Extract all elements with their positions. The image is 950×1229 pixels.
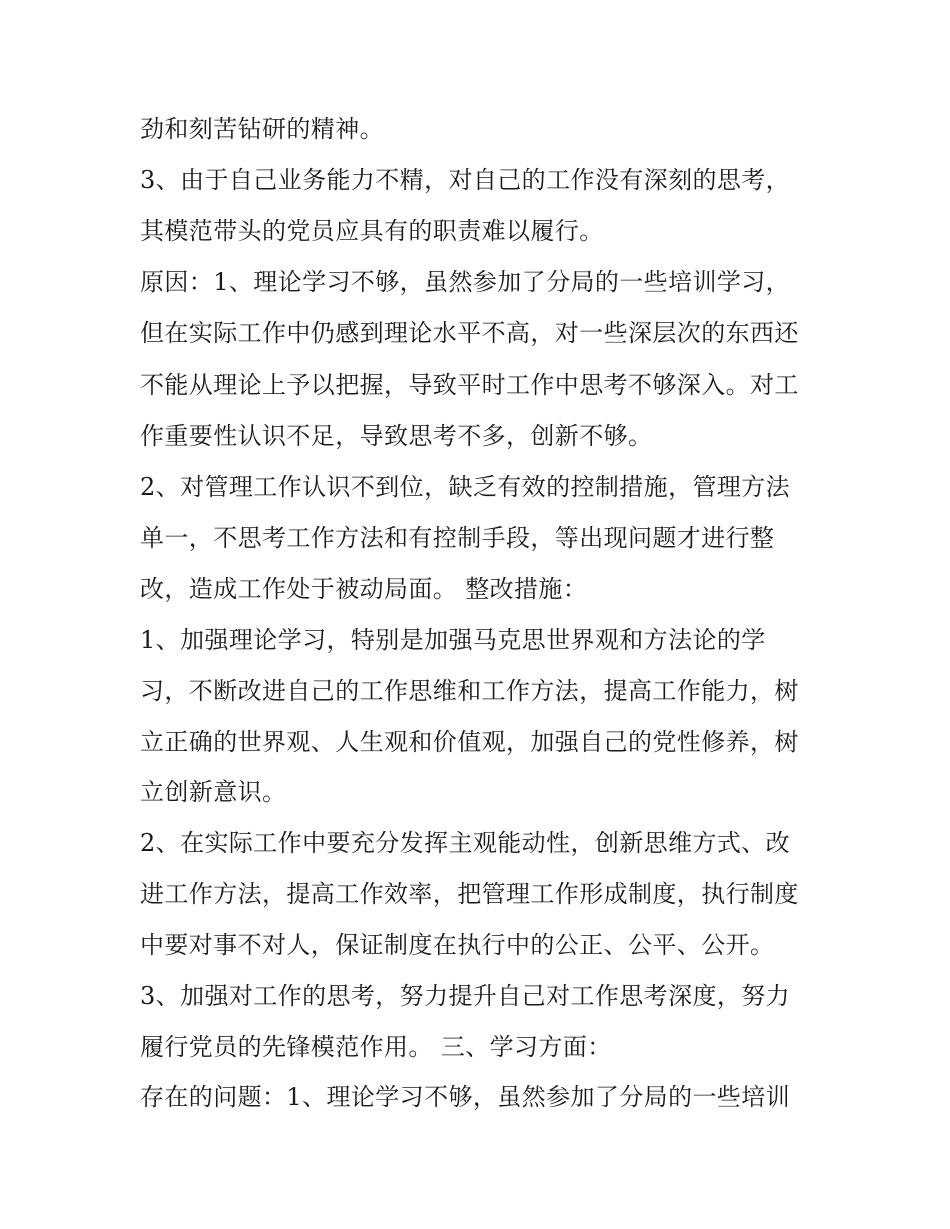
text-line: 1、加强理论学习，特别是加强马克思世界观和方法论的学 bbox=[140, 626, 766, 654]
text-line: 其模范带头的党员应具有的职责难以履行。 bbox=[140, 217, 604, 245]
text-line: 2、对管理工作认识不到位，缺乏有效的控制措施，管理方法 bbox=[140, 473, 791, 501]
text-line: 不能从理论上予以把握，导致平时工作中思考不够深入。对工 bbox=[140, 371, 799, 399]
text-line: 履行党员的先锋模范作用。 三、学习方面： bbox=[140, 1033, 612, 1061]
text-line: 立正确的世界观、人生观和价值观，加强自己的党性修养，树 bbox=[140, 728, 799, 756]
text-line: 单一，不思考工作方法和有控制手段，等出现问题才进行整 bbox=[140, 524, 775, 552]
text-line: 原因：1、理论学习不够，虽然参加了分局的一些培训学习， bbox=[140, 268, 791, 296]
text-line: 中要对事不对人，保证制度在执行中的公正、公平、公开。 bbox=[140, 931, 775, 959]
text-line: 但在实际工作中仍感到理论水平不高，对一些深层次的东西还 bbox=[140, 319, 799, 347]
text-line: 进工作方法，提高工作效率，把管理工作形成制度，执行制度 bbox=[140, 880, 799, 908]
text-line: 立创新意识。 bbox=[140, 778, 287, 806]
text-line: 作重要性认识不足，导致思考不多，创新不够。 bbox=[140, 422, 653, 450]
text-line: 2、在实际工作中要充分发挥主观能动性，创新思维方式、改 bbox=[140, 829, 791, 857]
text-line: 习，不断改进自己的工作思维和工作方法，提高工作能力，树 bbox=[140, 677, 799, 705]
text-line: 3、由于自己业务能力不精，对自己的工作没有深刻的思考， bbox=[140, 166, 791, 194]
text-line: 存在的问题：1、理论学习不够，虽然参加了分局的一些培训 bbox=[140, 1083, 791, 1111]
text-line: 劲和刻苦钻研的精神。 bbox=[140, 115, 384, 143]
text-line: 改，造成工作处于被动局面。 整改措施： bbox=[140, 575, 588, 603]
text-line: 3、加强对工作的思考，努力提升自己对工作思考深度，努力 bbox=[140, 982, 791, 1010]
